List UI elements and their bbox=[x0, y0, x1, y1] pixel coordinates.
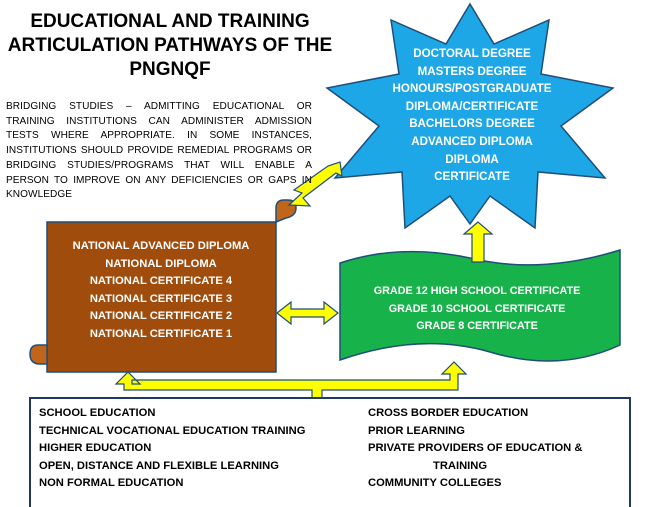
qualification-label: NATIONAL CERTIFICATE 3 bbox=[89, 292, 233, 305]
qualification-label: NATIONAL CERTIFICATE 4 bbox=[89, 275, 233, 288]
pathway-item: NON FORMAL EDUCATION bbox=[39, 477, 184, 490]
qualification-label: MASTERS DEGREE bbox=[417, 64, 527, 78]
qualification-label: GRADE 10 SCHOOL CERTIFICATE bbox=[388, 302, 566, 315]
school-certificate-list bbox=[346, 283, 608, 336]
qualification-label: HONOURS/POSTGRADUATE bbox=[392, 82, 552, 96]
pathway-item: OPEN, DISTANCE AND FLEXIBLE LEARNING bbox=[39, 459, 279, 472]
qualification-label: CERTIFICATE bbox=[434, 170, 510, 184]
qualification-label: NATIONAL ADVANCED DIPLOMA bbox=[72, 240, 250, 252]
pathways-left-column bbox=[39, 405, 305, 493]
scroll-wave-double-arrow bbox=[277, 302, 338, 324]
bridging-studies-text: BRIDGING STUDIES – ADMITTING EDUCATIONAL OR TRAINING INSTITUTIONS CAN ADMINISTER ADMISSION TESTS WHERE APPROPRIATE. IN SOME INSTANCES, INSTITUTIONS SHOULD PROVIDE REMEDIAL PROGRAMS OR BRIDGING STUDIES/PROGRAMS THAT WILL ENABLE A PERSON TO IMPROVE ON ANY DEFICIENCIES OR GAPS IN KNOWLEDGE bbox=[6, 101, 312, 201]
vocational-qualification-list bbox=[50, 238, 272, 344]
pathway-item: SCHOOL EDUCATION bbox=[39, 407, 156, 419]
pathway-item: COMMUNITY COLLEGES bbox=[368, 477, 502, 490]
title-line: EDUCATIONAL AND TRAINING bbox=[30, 11, 310, 32]
qualification-label: NATIONAL CERTIFICATE 1 bbox=[89, 327, 233, 340]
qualification-label: GRADE 12 HIGH SCHOOL CERTIFICATE bbox=[373, 285, 581, 297]
pathway-item: CROSS BORDER EDUCATION bbox=[368, 407, 529, 419]
pathway-item: PRIVATE PROVIDERS OF EDUCATION & bbox=[368, 442, 583, 455]
pathway-item: TRAINING bbox=[433, 459, 488, 472]
qualification-label: DOCTORAL DEGREE bbox=[413, 47, 531, 60]
higher-education-list bbox=[372, 45, 572, 186]
title-line: PNGNQF bbox=[129, 59, 211, 80]
pathways-right-column bbox=[368, 405, 582, 493]
qualification-label: NATIONAL DIPLOMA bbox=[105, 257, 217, 270]
page-title bbox=[0, 10, 340, 82]
qualification-label: BACHELORS DEGREE bbox=[409, 117, 535, 131]
qualification-label: DIPLOMA bbox=[445, 152, 499, 166]
pathway-item: TECHNICAL VOCATIONAL EDUCATION TRAINING bbox=[39, 424, 306, 437]
scroll-bottom-curl bbox=[30, 345, 47, 364]
pathway-item: HIGHER EDUCATION bbox=[39, 442, 152, 455]
qualification-label: NATIONAL CERTIFICATE 2 bbox=[89, 310, 233, 323]
pathway-item: PRIOR LEARNING bbox=[368, 424, 465, 437]
qualification-label: DIPLOMA/CERTIFICATE bbox=[405, 99, 539, 113]
qualification-label: ADVANCED DIPLOMA bbox=[411, 134, 533, 148]
qualification-label: GRADE 8 CERTIFICATE bbox=[416, 320, 538, 333]
wave-star-up-arrow bbox=[464, 222, 492, 262]
title-line: ARTICULATION PATHWAYS OF THE bbox=[7, 35, 333, 56]
